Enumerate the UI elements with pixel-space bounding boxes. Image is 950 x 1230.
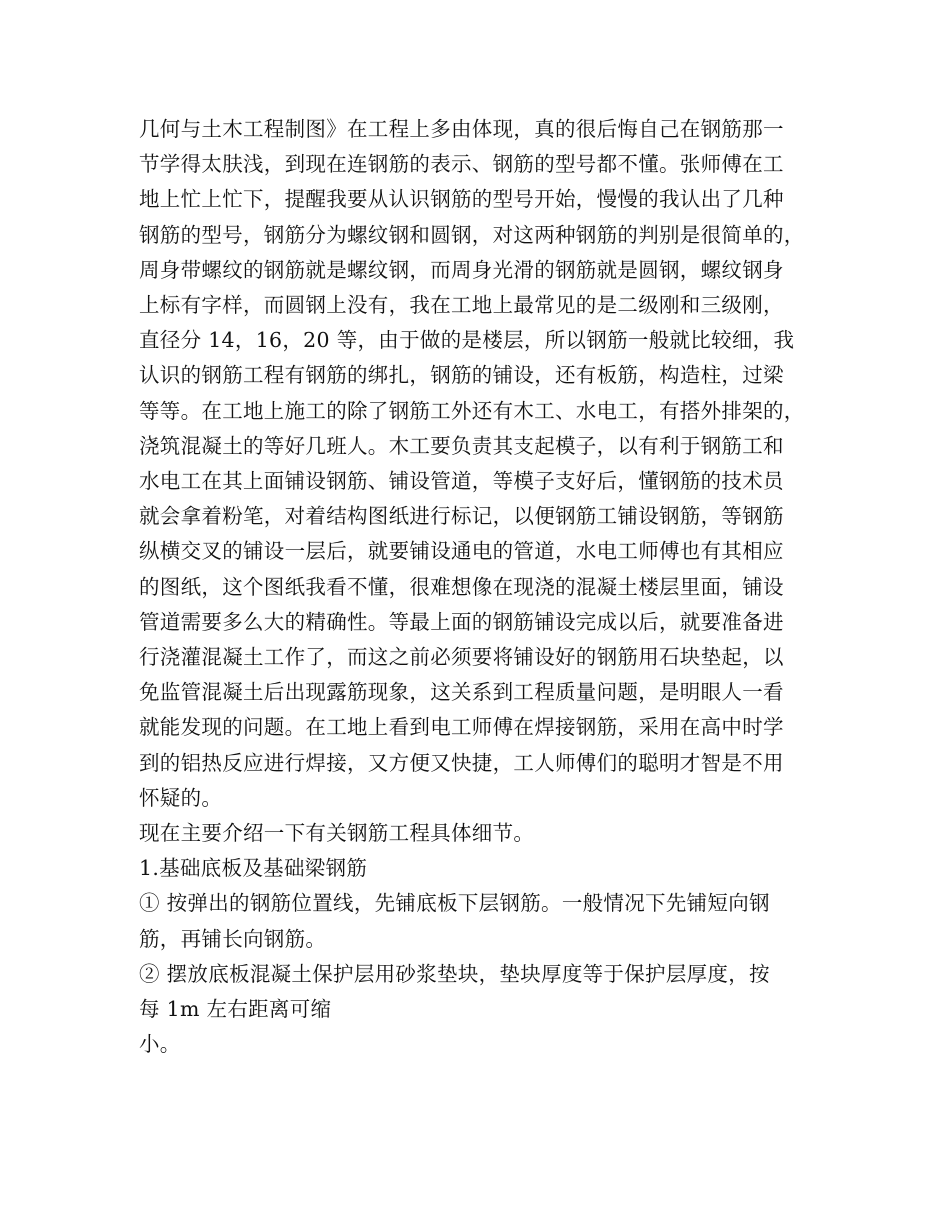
text-line: 就能发现的问题。在工地上看到电工师傅在焊接钢筋，采用在高中时学 bbox=[139, 715, 784, 740]
text-line: 等等。在工地上施工的除了钢筋工外还有木工、水电工，有搭外排架的， bbox=[139, 398, 805, 423]
text-line: 小。 bbox=[139, 1032, 181, 1057]
text-line: 到的铝热反应进行焊接，又方便又快捷，工人师傅们的聪明才智是不用 bbox=[139, 750, 784, 775]
section-heading bbox=[139, 851, 829, 886]
text-line: 几何与土木工程制图》在工程上多由体现，真的很后悔自己在钢筋那一 bbox=[139, 117, 784, 141]
text-line: 浇筑混凝土的等好几班人。木工要负责其支起模子，以有利于钢筋工和 bbox=[139, 433, 784, 458]
text-line: 地上忙上忙下，提醒我要从认识钢筋的型号开始，慢慢的我认出了几种 bbox=[139, 187, 784, 212]
list-item-step-1 bbox=[139, 886, 829, 956]
document-body bbox=[139, 112, 829, 1062]
text-line: ① 按弹出的钢筋位置线，先铺底板下层钢筋。一般情况下先铺短向钢 bbox=[139, 891, 770, 916]
text-line: 钢筋的型号，钢筋分为螺纹钢和圆钢，对这两种钢筋的判别是很简单的， bbox=[139, 222, 805, 247]
text-line: 的图纸，这个图纸我看不懂，很难想像在现浇的混凝土楼层里面，铺设 bbox=[139, 574, 784, 599]
text-line: 认识的钢筋工程有钢筋的绑扎，钢筋的铺设，还有板筋，构造柱，过梁 bbox=[139, 363, 784, 388]
text-line: 现在主要介绍一下有关钢筋工程具体细节。 bbox=[139, 821, 535, 846]
paragraph-intro-details bbox=[139, 816, 829, 851]
text-line: 纵横交叉的铺设一层后，就要铺设通电的管道，水电工师傅也有其相应 bbox=[139, 539, 784, 564]
text-line: 怀疑的。 bbox=[139, 785, 223, 810]
text-line: 筋，再铺长向钢筋。 bbox=[139, 926, 327, 951]
text-line: 水电工在其上面铺设钢筋、铺设管道，等模子支好后，懂钢筋的技术员 bbox=[139, 469, 784, 494]
text-line: 周身带螺纹的钢筋就是螺纹钢，而周身光滑的钢筋就是圆钢，螺纹钢身 bbox=[139, 257, 784, 282]
text-line: 上标有字样，而圆钢上没有，我在工地上最常见的是二级刚和三级刚， bbox=[139, 293, 784, 318]
paragraph-construction-notes bbox=[139, 112, 829, 816]
text-line: 1.基础底板及基础梁钢筋 bbox=[139, 856, 368, 881]
text-line: 直径分 14，16，20 等，由于做的是楼层，所以钢筋一般就比较细，我 bbox=[139, 328, 795, 353]
text-line: 管道需要多么大的精确性。等最上面的钢筋铺设完成以后，就要准备进 bbox=[139, 609, 784, 634]
list-item-step-2 bbox=[139, 957, 829, 1063]
text-line: 行浇灌混凝土工作了，而这之前必须要将铺设好的钢筋用石块垫起，以 bbox=[139, 645, 784, 670]
text-line: 就会拿着粉笔，对着结构图纸进行标记，以便钢筋工铺设钢筋，等钢筋 bbox=[139, 504, 784, 529]
text-line: 免监管混凝土后出现露筋现象，这关系到工程质量问题，是明眼人一看 bbox=[139, 680, 784, 705]
text-line: 节学得太肤浅，到现在连钢筋的表示、钢筋的型号都不懂。张师傅在工 bbox=[139, 152, 784, 177]
text-line: ② 摆放底板混凝土保护层用砂浆垫块，垫块厚度等于保护层厚度，按 bbox=[139, 961, 770, 986]
text-line: 每 1m 左右距离可缩 bbox=[139, 997, 332, 1022]
